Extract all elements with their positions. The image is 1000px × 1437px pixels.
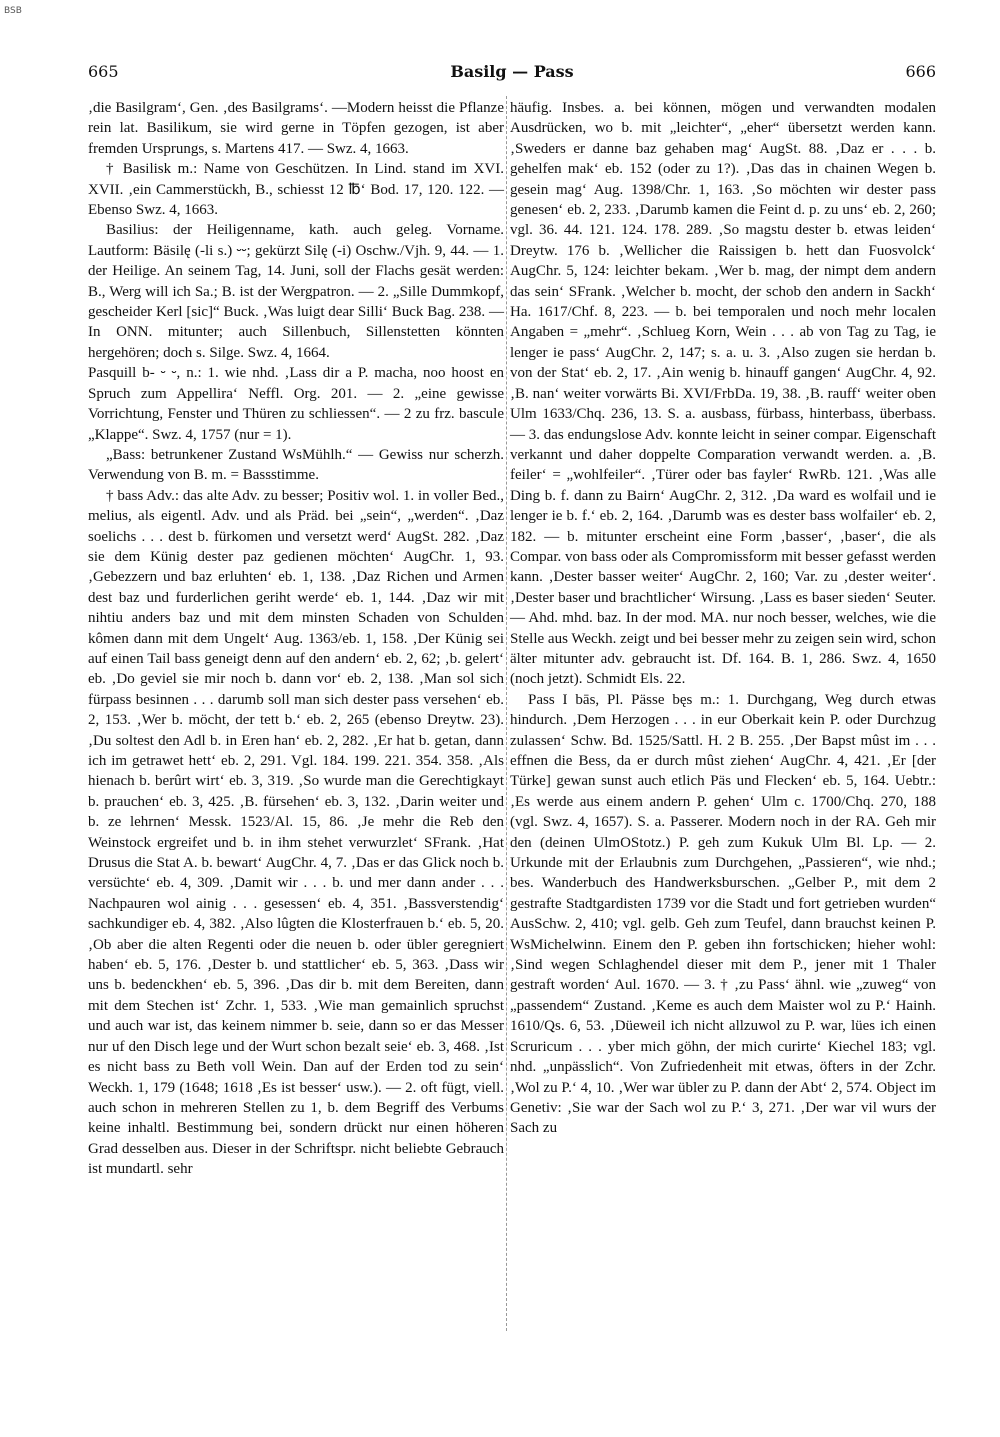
entry-basilgram: ‚die Basilgram‘, Gen. ‚des Basilgrams‘. —Modern heisst die Pflanze rein lat. Basilikum, sie wird gerne in Töpfen gezogen, ist aber fremden Ursprungs, s. Martens 417. — Swz. 4, 1663. (88, 100, 504, 157)
entry-bass-noun: „Bass: betrunkener Zustand WsMühlh.“ — Gewiss nur scherzh. Verwendung von B. m. = Bassstimme. (88, 446, 504, 484)
library-stamp: BSB (4, 6, 22, 16)
page-number-left: 665 (88, 62, 119, 81)
right-column (510, 98, 936, 1139)
entry-bass-adverb: † bass Adv.: das alte Adv. zu besser; Positiv wol. 1. in voller Bed., melius, als eigentl. Adv. und als Präd. bei „sein“, „werden“. ‚Daz soelichs . . . dest b. fürkomen und versetzt werd‘ AugSt. 282. ‚Daz sie dem Künig dester paz gedienen möchten‘ AugChr. 1, 93. ‚Gebezzern und baz erluhten‘ eb. 1, 138. ‚Daz Richen und Armen dest baz und furderlichen geriht werde‘ eb. 1, 144. ‚Daz wir mit nihtiu anders baz und mit dem minsten Schaden von Schulden kômen dann mit dem Ungelt‘ Aug. 1363/eb. 1, 158. ‚Der Künig sei auf einen Tail bass geneigt denn auf den andern‘ eb. 2, 62; ‚b. gelert‘ eb. ‚Do geviel sie mir noch b. dann vor‘ eb. 2, 138. ‚Man sol sich fürpass besinnen . . . darumb soll man sich dester pass versehen‘ eb. 2, 153. ‚Wer b. möcht, der tett b.‘ eb. 2, 265 (ebenso Dreytw. 23). ‚Du soltest den Adl b. in Eren han‘ eb. 2, 282. ‚Er hat b. getan, dann ich im getrawet hett‘ eb. 2, 291. Vgl. 184. 199. 221. 354. 358. ‚Als hienach b. berûrt wirt‘ eb. 3, 319. ‚So wurde man die Gerechtigkayt b. prauchen‘ eb. 3, 425. ‚B. fürsehen‘ eb. 3, 132. ‚Darin weiter und b. ze lehrnen‘ Messk. 1523/Al. 15, 86. ‚Je mehr die Reb den Weinstock ergreifet und b. in ihm stehet verwurzlet‘ SFrank. ‚Hat Drusus die Stat A. b. bewart‘ AugChr. 4, 7. ‚Das er das Glick noch b. versüchte‘ eb. 4, 309. ‚Damit wir . . . b. und mer dann ander . . . Nachpauren wol ainig . . . gesessen‘ eb. 4, 351. ‚Bassverstendig‘ sachkundiger eb. 4, 382. ‚Also lûgten die Klosterfrauen b.‘ eb. 5, 20. ‚Ob aber die alten Regenti oder die neuen b. oder übler geregniert haben‘ eb. 5, 176. ‚Dester b. und stattlicher‘ eb. 5, 363. ‚Dass wir uns b. bedenckhen‘ eb. 5, 396. ‚Das dir b. mit dem Bereiten, dann mit dem Stechen ist‘ Zchr. 1, 533. ‚Wie man gemainlich spruchst und auch war ist, das keinem nimmer b. seie, dann so er das Messer nur uf den Disch lege und der Wurt schon bezalt seie‘ eb. 3, 468. ‚Ist es nicht bass zu Beth voll Wein. Dan auf der Erden tod zu sein‘ Weckh. 1, 179 (1648; 1618 ‚Es ist besser‘ usw.). — 2. oft fügt, viell. auch schon in mehreren Stellen zu 1, b. dem Begriff des Verbums keine inhaltl. Bestimmung bei, sondern drückt nur einen höheren Grad desselben aus. Dieser in der Schriftspr. nicht beliebte Gebrauch ist mundartl. sehr (88, 487, 504, 1178)
entry-basilius: Basilius: der Heiligenname, kath. auch geleg. Vorname. Lautform: Bäsilę (-li s.) ⏑⏑; gekürzt Silę (-i) Oschw./Vjh. 9, 44. — 1. der Heilige. An seinem Tag, 14. Juni, soll der Flachs gesät werden: B., Werg will ich Sa.; B. ist der Wergpatron. — 2. „Sille Dummkopf, gescheider Kerl [sic]“ Buck. ‚Was luigt dear Silli‘ Buck Bag. 238. — In ONN. mitunter; auch Sillenbuch, Sillenstetten könnten hergehören; doch s. Silge. Swz. 4, 1664. (88, 222, 504, 361)
entry-basilisk: † Basilisk m.: Name von Geschützen. In Lind. stand im XVI. XVII. ‚ein Cammerstückh, B., schiesst 12 ℔‘ Bod. 17, 120. 122. — Ebenso Swz. 4, 1663. (88, 161, 504, 219)
running-head: Basilg — Pass (450, 62, 574, 81)
left-column (88, 98, 504, 1180)
entry-pasquill: Pasquill b- ⏑ ⏑, n.: 1. wie nhd. ‚Lass dir a P. macha, noo hoost en Spruch zum Appellira‘ Neffl. Org. 201. — 2. „eine gewisse Vorrichtung, Fenster und Thüren zu schliessen“. — 2 zu frz. bascule „Klappe“. Swz. 4, 1757 (nur = 1). (88, 365, 504, 443)
page-header (88, 62, 936, 86)
entry-bass-continued: häufig. Insbes. a. bei können, mögen und verwandten modalen Ausdrücken, wo b. mit „leichter“, „eher“ übersetzt werden kann. ‚Sweders er danne baz gehaben mag‘ AugSt. 88. ‚Daz er . . . b. gehelfen mak‘ eb. 152 (oder zu 1?). ‚Das das in chainen Wegen b. gesein mag‘ Aug. 1398/Chr. 1, 163. ‚So möchten wir dester pass genesen‘ eb. 2, 233. ‚Darumb kamen die Feint d. p. zu uns‘ eb. 2, 260; vgl. 36. 44. 121. 124. 178. 289. ‚So magstu dester b. etwas leiden‘ Dreytw. 176 b. ‚Wellicher die Raissigen b. hett dan Fuosvolck‘ AugChr. 5, 124: leichter bekam. ‚Wer b. mag, der nimpt dem andern das sein‘ SFrank. ‚Welcher b. mocht, der schob den andern in Sackh‘ Ha. 1617/Chf. 8, 223. — b. bei temporalen und noch mehr localen Angaben = „mehr“. ‚Schlueg Korn, Wein . . . ab von Tag zu Tag, ie lenger ie pass‘ AugChr. 2, 147; s. a. u. 3. ‚Also zugen sie herdan b. von der Stat‘ eb. 2, 17. ‚Ain wenig b. hinauff gangen‘ AugChr. 4, 92. ‚B. nan‘ weiter vorwärts Bi. XVI/FrbDa. 19, 38. ‚B. rauff‘ weiter oben Ulm 1633/Chq. 236, 13. S. a. ausbass, fürbass, hinterbass, überbass. — 3. das endungslose Adv. konnte leicht in seiner compar. Eigenschaft verkannt und daher doppelte Comparation verwandt werden. a. ‚B. feiler‘ = „wohlfeiler“. ‚Türer oder bas fayler‘ RwRb. 121. ‚Was alle Ding b. f. dann zu Bairn‘ AugChr. 2, 312. ‚Da ward es wolfail und ie lenger ie b. f.‘ eb. 2, 164. ‚Darumb was es dester bass wolfailer‘ eb. 2, 182. — b. mitunter erscheint eine Form ‚basser‘, ‚baser‘, die als Compar. von bass oder als Compromissform mit besser gefasst werden kann. ‚Dester basser weiter‘ AugChr. 2, 160; Var. zu ‚dester weiter‘. ‚Dester baser und brachtlicher‘ Wirsung. ‚Lass es baser sieden‘ Seuter. — Ahd. mhd. baz. In der mod. MA. nur noch besser, welches, wie die Stelle aus Weckh. zeigt und bei besser mehr zu zeigen sein wird, schon älter mitunter adv. gebraucht ist. Df. 164. B. 1, 286. Swz. 4, 1650 (noch jetzt). Schmidt Els. 22. (510, 100, 937, 688)
entry-pass-I: Pass I bās, Pl. Pässe bęs m.: 1. Durchgang, Weg durch etwas hindurch. ‚Dem Herzogen . . . in eur Oberkait kein P. oder Durchzug zulassen‘ Schw. Bd. 1525/Sattl. H. 2 B. 255. ‚Der Bapst mûst im . . . effnen die Bess, da er durch mûst ziehen‘ AugChr. 4, 421. ‚Er [der Türke] gewan sunst auch etlich Päs und Flecken‘ eb. 5, 164. Uebtr.: ‚Es werde aus einem andern P. gehen‘ Ulm c. 1700/Chq. 270, 188 (vgl. Swz. 4, 1657). S. a. Passerer. Modern noch in der RA. Geh mir den (deinen UlmOStotz.) P. geh zum Kukuk Ulm Bl. Lp. — 2. Urkunde mit der Erlaubnis zum Durchgehen, „Passieren“, wie nhd.; bes. Wanderbuch des Handwerksburschen. „Gelber P., mit dem 2 gestrafte Stadtgardisten 1739 vor die Stadt und fort getrieben wurden“ AusSchw. 2, 410; vgl. gelb. Geh zum Teufel, dann brauchst keinen P. WsMichelwinn. Einem den P. geben ihn fortschicken; hieher wohl: ‚Sind wegen Schlaghendel dieser mit dem P., jener mit 1 Thaler gestraft worden‘ Aul. 1670. — 3. † ‚zu Pass‘ ähnl. wie „zuweg“ von „passendem“ Zustand. ‚Keme es auch dem Maister wol zu P.‘ Hainh. 1610/Qs. 6, 53. ‚Düeweil ich nicht allzuwol zu P. war, lües ich einen Scruricum . . . yber mich göhn, der mich curirte‘ Kiechel 183; vgl. nhd. „unpässlich“. Von Zufriedenheit mit etwas, öfters in der Zchr. ‚Wol zu P.‘ 4, 10. ‚Wer war übler zu P. dann der Abt‘ 2, 574. Object im Genetiv: ‚Sie war der Sach wol zu P.‘ 3, 271. ‚Der war vil wurs der Sach zu (510, 691, 936, 1137)
page-number-right: 666 (905, 62, 936, 81)
column-divider (506, 96, 507, 1331)
